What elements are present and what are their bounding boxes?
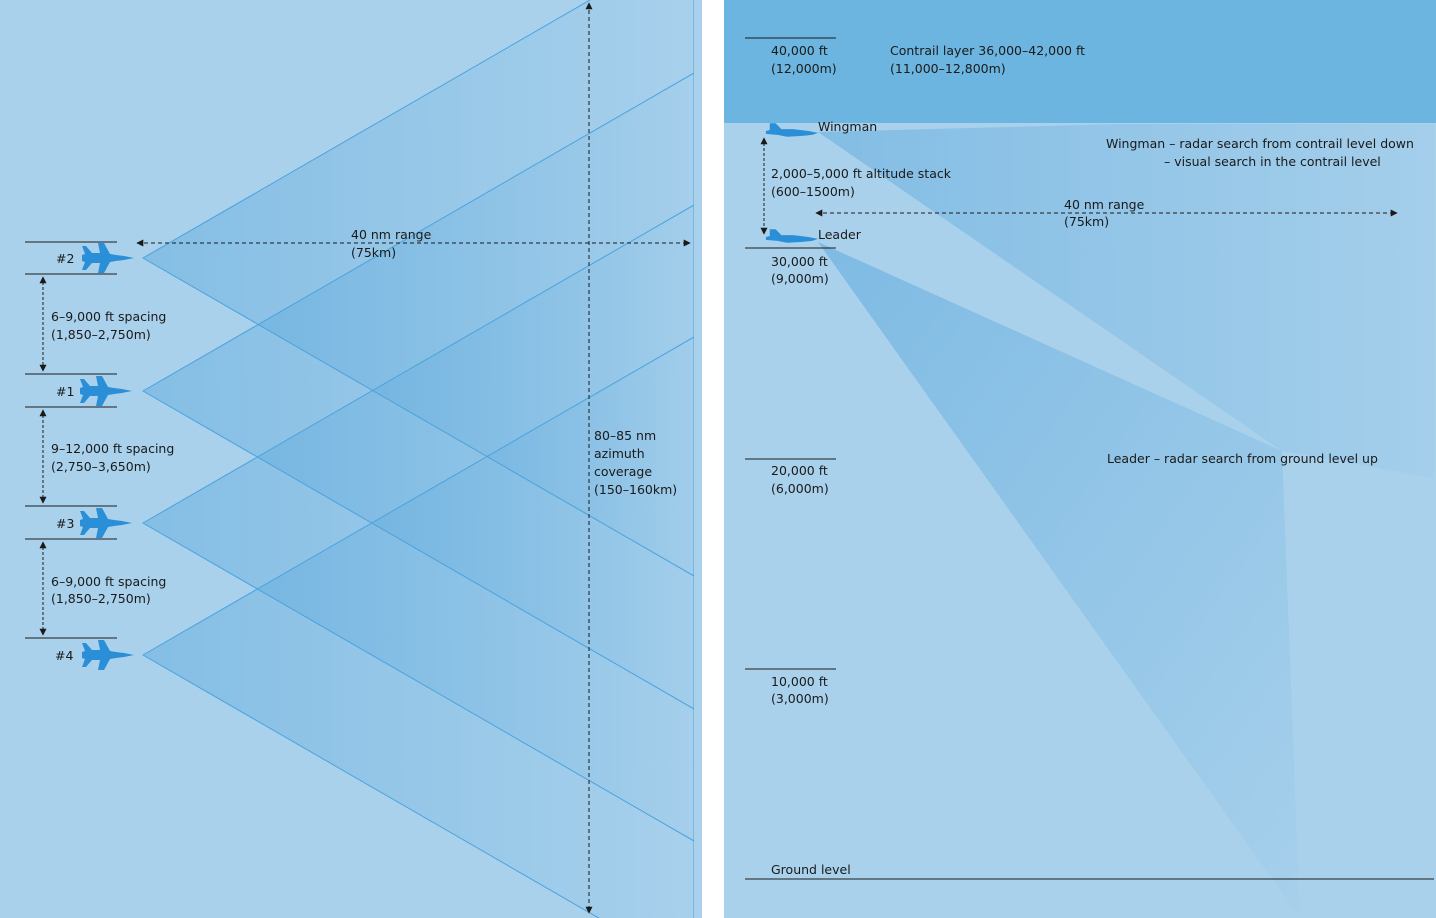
azimuth-text-line4: (150–160km) [594,482,678,497]
contrail-text-line2: (11,000–12,800m) [890,61,1006,76]
stack-text-line1: 2,000–5,000 ft altitude stack [771,166,951,181]
azimuth-text-line1: 80–85 nm [594,428,657,443]
aircraft-label: #3 [56,516,75,531]
altitude-text-line1: 10,000 ft [771,674,828,689]
left-panel [0,0,702,918]
altitude-text-line2: (3,000m) [771,691,829,706]
spacing-text-line1: 6–9,000 ft spacing [51,309,167,324]
aircraft-label: #4 [55,648,74,663]
range-text-line2: (75km) [1064,214,1110,229]
wingman-note-line1: Wingman – radar search from contrail level down [1106,136,1414,151]
contrail-text-line1: Contrail layer 36,000–42,000 ft [890,43,1086,58]
spacing-text-line2: (1,850–2,750m) [51,327,151,342]
aircraft-label: #1 [56,384,75,399]
altitude-text-line1: 30,000 ft [771,254,828,269]
right-panel [724,0,1436,918]
leader-label: Leader [818,227,861,242]
altitude-text-line2: (6,000m) [771,481,829,496]
range-text-line1: 40 nm range [1064,197,1145,212]
wingman-label: Wingman [818,119,878,134]
panel-gap [702,0,724,918]
range-text-line1: 40 nm range [351,227,432,242]
leader-note: Leader – radar search from ground level up [1107,451,1378,466]
altitude-text-line1: 40,000 ft [771,43,828,58]
spacing-text-line1: 9–12,000 ft spacing [51,441,175,456]
altitude-text-line2: (9,000m) [771,271,829,286]
azimuth-text-line3: coverage [594,464,653,479]
range-text-line2: (75km) [351,245,397,260]
aircraft-label: #2 [56,251,75,266]
spacing-text-line1: 6–9,000 ft spacing [51,574,167,589]
stack-text-line2: (600–1500m) [771,184,855,199]
wingman-note-line2: – visual search in the contrail level [1164,154,1381,169]
spacing-text-line2: (2,750–3,650m) [51,459,151,474]
spacing-text-line2: (1,850–2,750m) [51,591,151,606]
altitude-text-line2: (12,000m) [771,61,837,76]
ground-label: Ground level [771,862,851,877]
azimuth-text-line2: azimuth [594,446,645,461]
altitude-text-line1: 20,000 ft [771,463,828,478]
